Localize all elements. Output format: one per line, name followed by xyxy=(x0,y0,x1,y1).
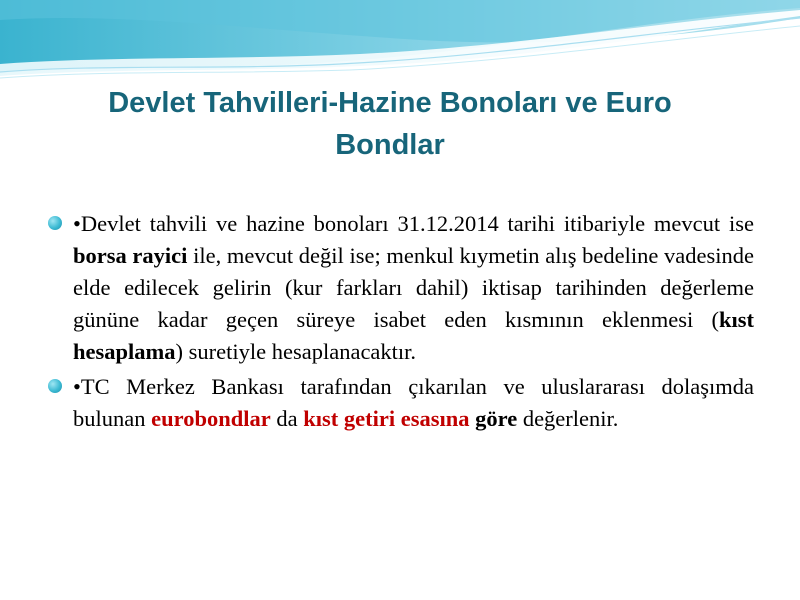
highlight-kist-getiri: kıst getiri esasına xyxy=(303,406,470,431)
wave-header-decoration xyxy=(0,0,800,90)
bullet-text: değerlenir. xyxy=(517,406,619,431)
title-line-2: Bondlar xyxy=(335,129,445,161)
bullet-text: •Devlet tahvili ve hazine bonoları 31.12.2014 tarihi itibariyle mevcut ise xyxy=(73,211,754,236)
bullet-text: ) suretiyle hesaplanacaktır. xyxy=(175,339,417,364)
bullet-text: da xyxy=(270,406,304,431)
highlight-eurobondlar: eurobondlar xyxy=(151,406,271,431)
bullet-text: •TC Merkez Bankası tarafından çıkarılan ve uluslararası dolaşımda bulunan xyxy=(73,374,754,431)
bullet-list xyxy=(44,208,754,438)
slide-title xyxy=(30,82,750,166)
bullet-text: ile, mevcut değil ise; menkul kıymetin alış bedeline vadesinde elde edilecek gelirin (kur farkları dahil) iktisap tarihinden değerleme gününe kadar geçen süreye isabet eden kısmının eklenmesi ( xyxy=(73,243,755,332)
bold-term-borsa-rayici: borsa rayici xyxy=(73,243,188,268)
bold-term-kist-hesaplama: kıst hesaplama xyxy=(73,307,754,364)
list-item xyxy=(44,371,754,435)
bullet-dot-icon xyxy=(48,379,62,393)
title-line-1: Devlet Tahvilleri-Hazine Bonoları ve Euro xyxy=(108,87,672,119)
list-item xyxy=(44,208,754,368)
bullet-dot-icon xyxy=(48,216,62,230)
bold-term-gore: göre xyxy=(475,406,518,431)
